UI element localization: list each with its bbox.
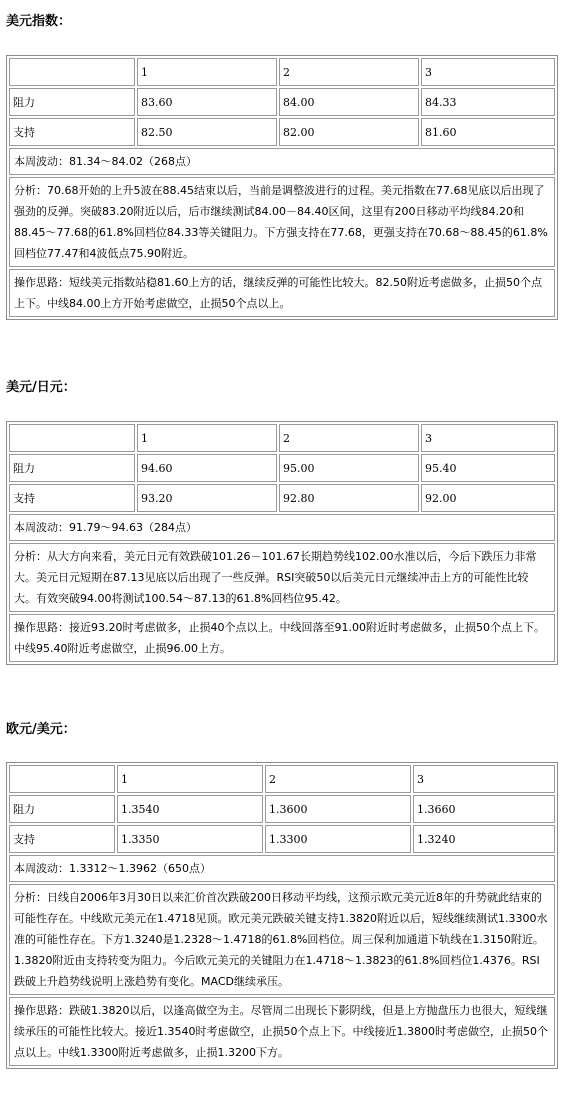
support-label: 支持 (9, 118, 135, 146)
header-cell-3: 3 (413, 765, 555, 793)
header-cell-1: 1 (137, 424, 277, 452)
support-row (9, 484, 555, 512)
usd-index-panel (6, 55, 558, 320)
resistance-value-1: 83.60 (137, 88, 277, 116)
support-value-1: 93.20 (137, 484, 277, 512)
strategy-text: 操作思路：短线美元指数站稳81.60上方的话，继续反弹的可能性比较大。82.50附近考虑做多，止损50个点上下。中线84.00上方开始考虑做空，止损50个点以上。 (9, 269, 555, 317)
support-value-2: 82.00 (279, 118, 419, 146)
strategy-text: 操作思路：跌破1.3820以后，以逢高做空为主。尽管周二出现长下影阴线，但是上方抛盘压力也很大，短线继续承压的可能性比较大。接近1.3540时考虑做空，止损50个点上下。中线接近1.3800时考虑做空，止损50个点以上。中线1.3300附近考虑做多，止损1.3200下方。 (9, 997, 555, 1066)
weekly-range: 本周波动：1.3312～1.3962（650点） (9, 855, 555, 882)
header-cell-2: 2 (265, 765, 411, 793)
usd-jpy-panel (6, 421, 558, 665)
section-title-eur-usd: 欧元/美元： (6, 722, 76, 737)
weekly-range: 本周波动：81.34～84.02（268点） (9, 148, 555, 175)
support-value-2: 92.80 (279, 484, 419, 512)
strategy-text: 操作思路：接近93.20时考虑做多，止损40个点以上。中线回落至91.00附近时考虑做多，止损50个点上下。中线95.40附近考虑做空，止损96.00上方。 (9, 614, 555, 662)
resistance-value-2: 1.3600 (265, 795, 411, 823)
resistance-row (9, 88, 555, 116)
resistance-value-1: 1.3540 (117, 795, 263, 823)
resistance-label: 阻力 (9, 88, 135, 116)
header-cell-blank (9, 765, 115, 793)
resistance-value-1: 94.60 (137, 454, 277, 482)
support-value-2: 1.3300 (265, 825, 411, 853)
support-label: 支持 (9, 825, 115, 853)
header-cell-3: 3 (421, 424, 555, 452)
header-cell-2: 2 (279, 58, 419, 86)
support-label: 支持 (9, 484, 135, 512)
support-value-3: 92.00 (421, 484, 555, 512)
table-header-row (9, 58, 555, 86)
eur-usd-panel (6, 762, 558, 1069)
section-title-usd-jpy: 美元/日元： (6, 380, 76, 395)
resistance-label: 阻力 (9, 454, 135, 482)
resistance-row (9, 454, 555, 482)
resistance-value-2: 95.00 (279, 454, 419, 482)
resistance-value-3: 84.33 (421, 88, 555, 116)
header-cell-1: 1 (117, 765, 263, 793)
analysis-text: 分析：从大方向来看，美元日元有效跌破101.26－101.67长期趋势线102.00水准以后，今后下跌压力非常大。美元日元短期在87.13见底以后出现了一些反弹。RSI突破50以后美元日元继续冲击上方的可能性比较大。有效突破94.00将测试100.54～87.13的61.8%回档位95.42。 (9, 543, 555, 612)
header-cell-1: 1 (137, 58, 277, 86)
header-cell-blank (9, 58, 135, 86)
resistance-value-3: 1.3660 (413, 795, 555, 823)
analysis-text: 分析：日线自2006年3月30日以来汇价首次跌破200日移动平均线，这预示欧元美元近8年的升势就此结束的可能性存在。中线欧元美元在1.4718见顶。欧元美元跌破关键支持1.3820附近以后，短线继续测试1.3300水准的可能性存在。下方1.3240是1.2328～1.4718的61.8%回档位。周三保利加通道下轨线在1.3150附近。1.3820附近由支持转变为阻力。今后欧元美元的关键阻力在1.4718～1.3823的61.8%回档位1.4376。RSI跌破上升趋势线说明上涨趋势有变化。MACD继续承压。 (9, 884, 555, 995)
table-header-row (9, 765, 555, 793)
resistance-value-3: 95.40 (421, 454, 555, 482)
support-value-3: 81.60 (421, 118, 555, 146)
resistance-value-2: 84.00 (279, 88, 419, 116)
weekly-range: 本周波动：91.79～94.63（284点） (9, 514, 555, 541)
table-header-row (9, 424, 555, 452)
section-title-usd-index: 美元指数： (6, 14, 72, 29)
resistance-label: 阻力 (9, 795, 115, 823)
support-value-1: 1.3350 (117, 825, 263, 853)
levels-table (7, 56, 557, 148)
header-cell-blank (9, 424, 135, 452)
support-row (9, 118, 555, 146)
levels-table (7, 763, 557, 855)
support-value-1: 82.50 (137, 118, 277, 146)
support-value-3: 1.3240 (413, 825, 555, 853)
analysis-text: 分析：70.68开始的上升5波在88.45结束以后，当前是调整波进行的过程。美元指数在77.68见底以后出现了强劲的反弹。突破83.20附近以后，后市继续测试84.00－84.40区间，这里有200日移动平均线84.20和88.45～77.68的61.8%回档位84.33等关键阻力。下方强支持在77.68，更强支持在70.68～88.45的61.8%回档位77.47和4波低点75.90附近。 (9, 177, 555, 267)
resistance-row (9, 795, 555, 823)
levels-table (7, 422, 557, 514)
header-cell-2: 2 (279, 424, 419, 452)
support-row (9, 825, 555, 853)
header-cell-3: 3 (421, 58, 555, 86)
